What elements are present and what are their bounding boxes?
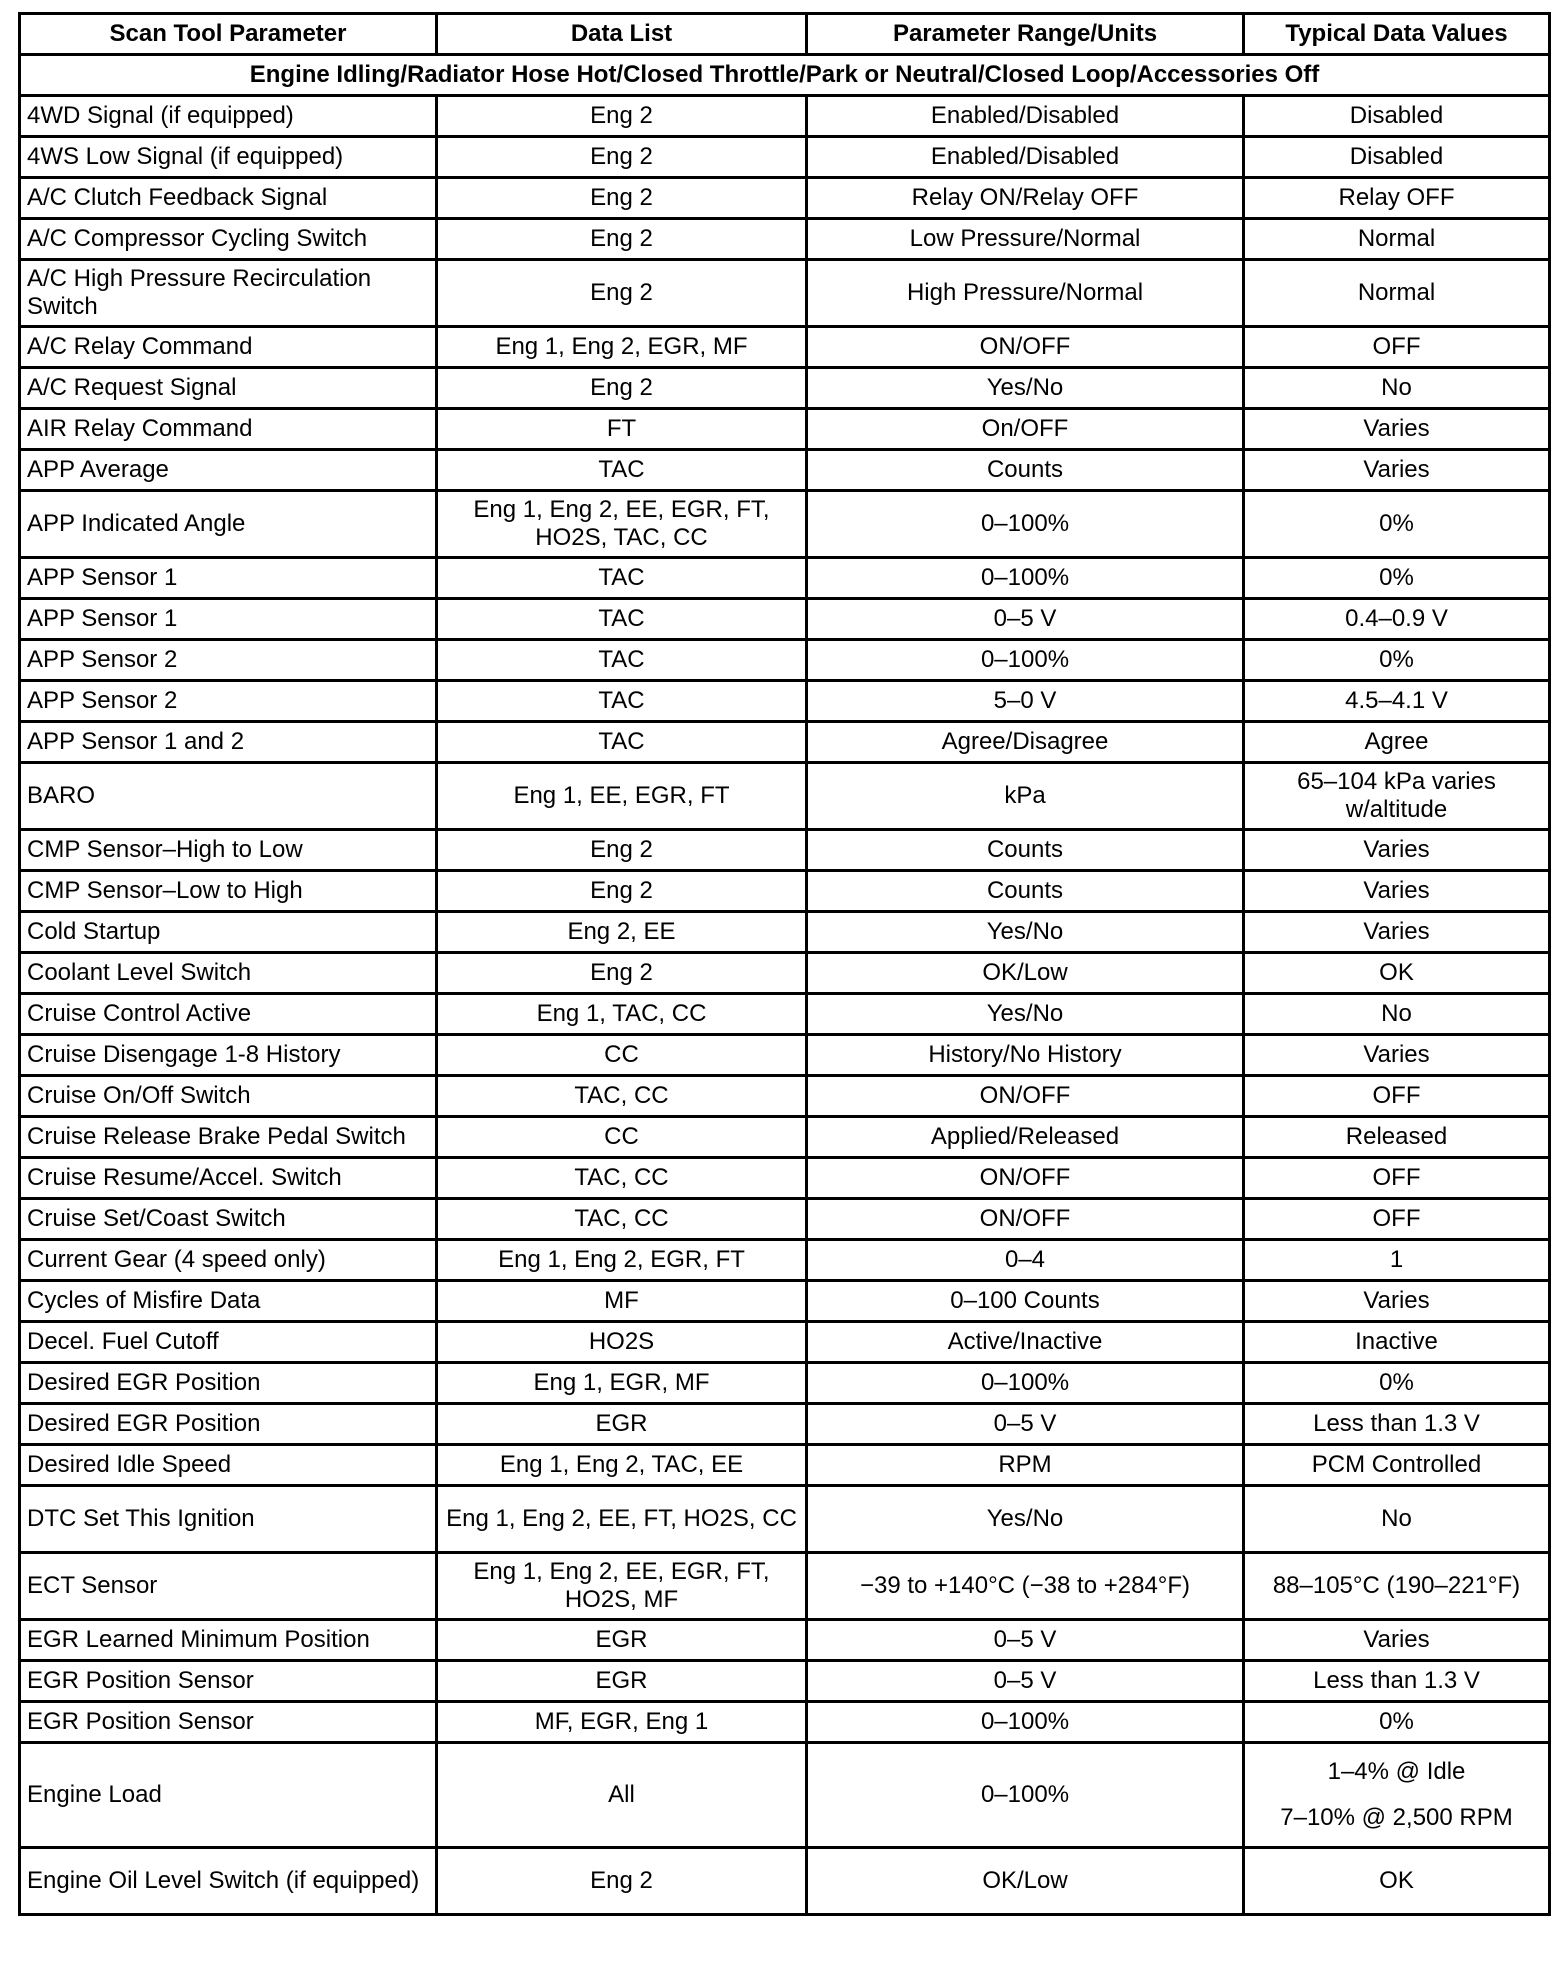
table-row	[20, 1404, 1550, 1445]
data-list-cell: Eng 1, EGR, MF	[437, 1363, 807, 1404]
data-list-cell: HO2S	[437, 1322, 807, 1363]
range-units-cell: 0–5 V	[807, 599, 1244, 640]
typical-value-cell: Varies	[1244, 409, 1550, 450]
typical-value-cell: Relay OFF	[1244, 178, 1550, 219]
range-units-cell: 0–5 V	[807, 1404, 1244, 1445]
table-row	[20, 994, 1550, 1035]
data-list-cell: TAC	[437, 681, 807, 722]
table-row	[20, 368, 1550, 409]
parameter-cell: Cruise Set/Coast Switch	[20, 1199, 437, 1240]
range-units-cell: Active/Inactive	[807, 1322, 1244, 1363]
range-units-cell: ON/OFF	[807, 327, 1244, 368]
data-list-cell: TAC	[437, 558, 807, 599]
range-units-cell: Yes/No	[807, 368, 1244, 409]
table-row	[20, 1117, 1550, 1158]
typical-value-cell: OFF	[1244, 1199, 1550, 1240]
data-list-cell: MF, EGR, Eng 1	[437, 1702, 807, 1743]
range-units-cell: Low Pressure/Normal	[807, 219, 1244, 260]
typical-value-cell: Normal	[1244, 219, 1550, 260]
range-units-cell: On/OFF	[807, 409, 1244, 450]
data-list-cell: TAC	[437, 599, 807, 640]
parameter-cell: CMP Sensor–Low to High	[20, 871, 437, 912]
range-units-cell: −39 to +140°C (−38 to +284°F)	[807, 1553, 1244, 1620]
range-units-cell: Enabled/Disabled	[807, 137, 1244, 178]
data-table-container	[18, 12, 1548, 1916]
parameter-cell: A/C Compressor Cycling Switch	[20, 219, 437, 260]
typical-value-line: 7–10% @ 2,500 RPM	[1280, 1804, 1513, 1831]
table-row	[20, 1076, 1550, 1117]
parameter-cell: EGR Position Sensor	[20, 1702, 437, 1743]
typical-value-cell: Released	[1244, 1117, 1550, 1158]
range-units-cell: 0–100%	[807, 1363, 1244, 1404]
range-units-cell: Yes/No	[807, 1486, 1244, 1553]
data-list-cell: TAC, CC	[437, 1199, 807, 1240]
table-row	[20, 1322, 1550, 1363]
typical-value-cell: No	[1244, 994, 1550, 1035]
data-list-cell: MF	[437, 1281, 807, 1322]
typical-value-cell: Varies	[1244, 1620, 1550, 1661]
conditions-row	[20, 55, 1550, 96]
data-list-cell: TAC	[437, 450, 807, 491]
table-row	[20, 1199, 1550, 1240]
data-list-cell: Eng 2	[437, 96, 807, 137]
parameter-cell: APP Sensor 2	[20, 640, 437, 681]
table-row	[20, 830, 1550, 871]
typical-value-cell: Varies	[1244, 912, 1550, 953]
range-units-cell: Enabled/Disabled	[807, 96, 1244, 137]
table-row	[20, 1848, 1550, 1915]
data-list-cell: TAC, CC	[437, 1076, 807, 1117]
parameter-cell: APP Sensor 2	[20, 681, 437, 722]
parameter-cell: Engine Load	[20, 1743, 437, 1848]
range-units-cell: 0–100 Counts	[807, 1281, 1244, 1322]
data-list-cell: FT	[437, 409, 807, 450]
typical-value-cell: 0%	[1244, 491, 1550, 558]
typical-value-cell: Inactive	[1244, 1322, 1550, 1363]
range-units-cell: ON/OFF	[807, 1199, 1244, 1240]
parameter-cell: A/C Request Signal	[20, 368, 437, 409]
data-list-cell: Eng 1, TAC, CC	[437, 994, 807, 1035]
typical-value-line: 1–4% @ Idle	[1327, 1758, 1466, 1785]
range-units-cell: Yes/No	[807, 994, 1244, 1035]
range-units-cell: 0–100%	[807, 640, 1244, 681]
typical-value-cell: OK	[1244, 1848, 1550, 1915]
parameter-cell: Desired EGR Position	[20, 1363, 437, 1404]
table-row	[20, 1553, 1550, 1620]
parameter-cell: Cruise Resume/Accel. Switch	[20, 1158, 437, 1199]
typical-value-cell: 0%	[1244, 640, 1550, 681]
typical-value-cell: PCM Controlled	[1244, 1445, 1550, 1486]
table-row	[20, 1661, 1550, 1702]
parameter-cell: Engine Oil Level Switch (if equipped)	[20, 1848, 437, 1915]
range-units-cell: Counts	[807, 871, 1244, 912]
data-list-cell: Eng 2	[437, 1848, 807, 1915]
typical-value-cell: Agree	[1244, 722, 1550, 763]
range-units-cell: 0–100%	[807, 558, 1244, 599]
table-row	[20, 1445, 1550, 1486]
parameter-cell: Desired EGR Position	[20, 1404, 437, 1445]
parameter-cell: APP Sensor 1	[20, 558, 437, 599]
table-row	[20, 409, 1550, 450]
range-units-cell: ON/OFF	[807, 1076, 1244, 1117]
data-list-cell: Eng 1, Eng 2, EE, EGR, FT, HO2S, TAC, CC	[437, 491, 807, 558]
data-list-cell: Eng 1, Eng 2, EE, EGR, FT, HO2S, MF	[437, 1553, 807, 1620]
typical-value-cell: No	[1244, 368, 1550, 409]
range-units-cell: Counts	[807, 830, 1244, 871]
table-row	[20, 327, 1550, 368]
typical-value-cell: 0.4–0.9 V	[1244, 599, 1550, 640]
range-units-cell: History/No History	[807, 1035, 1244, 1076]
range-units-cell: RPM	[807, 1445, 1244, 1486]
typical-value-cell: 0%	[1244, 1363, 1550, 1404]
parameter-cell: A/C High Pressure Recirculation Switch	[20, 260, 437, 327]
typical-value-cell: Less than 1.3 V	[1244, 1661, 1550, 1702]
parameter-cell: APP Indicated Angle	[20, 491, 437, 558]
table-row	[20, 1620, 1550, 1661]
typical-value-cell: Less than 1.3 V	[1244, 1404, 1550, 1445]
typical-value-cell: OK	[1244, 953, 1550, 994]
typical-value-cell: No	[1244, 1486, 1550, 1553]
table-row	[20, 260, 1550, 327]
parameter-cell: APP Average	[20, 450, 437, 491]
typical-value-cell: 4.5–4.1 V	[1244, 681, 1550, 722]
parameter-cell: A/C Relay Command	[20, 327, 437, 368]
typical-value-cell: Varies	[1244, 1281, 1550, 1322]
parameter-cell: APP Sensor 1 and 2	[20, 722, 437, 763]
parameter-cell: Cold Startup	[20, 912, 437, 953]
table-row	[20, 763, 1550, 830]
data-list-cell: Eng 2	[437, 871, 807, 912]
data-list-cell: Eng 2, EE	[437, 912, 807, 953]
data-list-cell: EGR	[437, 1620, 807, 1661]
parameter-cell: AIR Relay Command	[20, 409, 437, 450]
parameter-cell: Cruise Disengage 1-8 History	[20, 1035, 437, 1076]
data-list-cell: Eng 1, EE, EGR, FT	[437, 763, 807, 830]
parameter-cell: Decel. Fuel Cutoff	[20, 1322, 437, 1363]
data-list-cell: EGR	[437, 1661, 807, 1702]
range-units-cell: OK/Low	[807, 1848, 1244, 1915]
typical-value-cell: 88–105°C (190–221°F)	[1244, 1553, 1550, 1620]
range-units-cell: 5–0 V	[807, 681, 1244, 722]
header-parameter-range-units: Parameter Range/Units	[807, 14, 1244, 55]
range-units-cell: High Pressure/Normal	[807, 260, 1244, 327]
typical-value-cell: Varies	[1244, 871, 1550, 912]
scan-tool-data-table	[18, 12, 1551, 1916]
table-row	[20, 219, 1550, 260]
parameter-cell: EGR Learned Minimum Position	[20, 1620, 437, 1661]
range-units-cell: OK/Low	[807, 953, 1244, 994]
range-units-cell: kPa	[807, 763, 1244, 830]
parameter-cell: Current Gear (4 speed only)	[20, 1240, 437, 1281]
data-list-cell: Eng 1, Eng 2, EE, FT, HO2S, CC	[437, 1486, 807, 1553]
data-list-cell: TAC	[437, 640, 807, 681]
typical-value-cell: OFF	[1244, 1076, 1550, 1117]
table-row	[20, 953, 1550, 994]
table-row	[20, 1158, 1550, 1199]
data-list-cell: Eng 2	[437, 219, 807, 260]
table-row	[20, 722, 1550, 763]
parameter-cell: CMP Sensor–High to Low	[20, 830, 437, 871]
typical-value-cell: Varies	[1244, 1035, 1550, 1076]
header-data-list: Data List	[437, 14, 807, 55]
table-row	[20, 681, 1550, 722]
table-row	[20, 96, 1550, 137]
range-units-cell: 0–100%	[807, 1743, 1244, 1848]
range-units-cell: 0–5 V	[807, 1661, 1244, 1702]
data-list-cell: Eng 1, Eng 2, EGR, MF	[437, 327, 807, 368]
table-row	[20, 871, 1550, 912]
table-row	[20, 599, 1550, 640]
table-row	[20, 1702, 1550, 1743]
table-row	[20, 558, 1550, 599]
data-list-cell: Eng 1, Eng 2, EGR, FT	[437, 1240, 807, 1281]
range-units-cell: 0–100%	[807, 1702, 1244, 1743]
range-units-cell: Relay ON/Relay OFF	[807, 178, 1244, 219]
range-units-cell: 0–4	[807, 1240, 1244, 1281]
table-row	[20, 491, 1550, 558]
parameter-cell: 4WS Low Signal (if equipped)	[20, 137, 437, 178]
table-row	[20, 1743, 1550, 1848]
typical-value-cell: Disabled	[1244, 96, 1550, 137]
parameter-cell: Cruise Control Active	[20, 994, 437, 1035]
data-list-cell: TAC, CC	[437, 1158, 807, 1199]
test-conditions: Engine Idling/Radiator Hose Hot/Closed Throttle/Park or Neutral/Closed Loop/Accessories Off	[20, 55, 1550, 96]
range-units-cell: Applied/Released	[807, 1117, 1244, 1158]
table-row	[20, 640, 1550, 681]
parameter-cell: 4WD Signal (if equipped)	[20, 96, 437, 137]
table-row	[20, 450, 1550, 491]
typical-value-cell: Varies	[1244, 450, 1550, 491]
parameter-cell: DTC Set This Ignition	[20, 1486, 437, 1553]
table-header-row	[20, 14, 1550, 55]
typical-value-cell: 65–104 kPa varies w/altitude	[1244, 763, 1550, 830]
header-typical-data-values: Typical Data Values	[1244, 14, 1550, 55]
data-list-cell: TAC	[437, 722, 807, 763]
parameter-cell: Cycles of Misfire Data	[20, 1281, 437, 1322]
range-units-cell: Counts	[807, 450, 1244, 491]
typical-value-cell: 1	[1244, 1240, 1550, 1281]
data-list-cell: All	[437, 1743, 807, 1848]
data-list-cell: Eng 2	[437, 953, 807, 994]
parameter-cell: EGR Position Sensor	[20, 1661, 437, 1702]
typical-value-cell: 0%	[1244, 558, 1550, 599]
typical-value-cell: Disabled	[1244, 137, 1550, 178]
parameter-cell: APP Sensor 1	[20, 599, 437, 640]
typical-value-cell: OFF	[1244, 327, 1550, 368]
data-list-cell: CC	[437, 1117, 807, 1158]
parameter-cell: Cruise Release Brake Pedal Switch	[20, 1117, 437, 1158]
data-list-cell: Eng 2	[437, 178, 807, 219]
range-units-cell: 0–100%	[807, 491, 1244, 558]
parameter-cell: Cruise On/Off Switch	[20, 1076, 437, 1117]
data-list-cell: Eng 2	[437, 260, 807, 327]
table-row	[20, 1281, 1550, 1322]
header-scan-tool-parameter: Scan Tool Parameter	[20, 14, 437, 55]
range-units-cell: 0–5 V	[807, 1620, 1244, 1661]
data-list-cell: Eng 2	[437, 137, 807, 178]
table-row	[20, 1240, 1550, 1281]
table-row	[20, 1363, 1550, 1404]
table-row	[20, 137, 1550, 178]
typical-value-cell: OFF	[1244, 1158, 1550, 1199]
typical-value-cell	[1244, 1743, 1550, 1848]
data-list-cell: Eng 2	[437, 368, 807, 409]
range-units-cell: Agree/Disagree	[807, 722, 1244, 763]
parameter-cell: Coolant Level Switch	[20, 953, 437, 994]
parameter-cell: A/C Clutch Feedback Signal	[20, 178, 437, 219]
range-units-cell: Yes/No	[807, 912, 1244, 953]
typical-value-cell: 0%	[1244, 1702, 1550, 1743]
data-list-cell: Eng 1, Eng 2, TAC, EE	[437, 1445, 807, 1486]
parameter-cell: Desired Idle Speed	[20, 1445, 437, 1486]
range-units-cell: ON/OFF	[807, 1158, 1244, 1199]
typical-value-cell: Varies	[1244, 830, 1550, 871]
parameter-cell: ECT Sensor	[20, 1553, 437, 1620]
table-row	[20, 1035, 1550, 1076]
table-row	[20, 178, 1550, 219]
data-list-cell: Eng 2	[437, 830, 807, 871]
table-row	[20, 1486, 1550, 1553]
parameter-cell: BARO	[20, 763, 437, 830]
data-list-cell: EGR	[437, 1404, 807, 1445]
data-list-cell: CC	[437, 1035, 807, 1076]
table-row	[20, 912, 1550, 953]
typical-value-cell: Normal	[1244, 260, 1550, 327]
